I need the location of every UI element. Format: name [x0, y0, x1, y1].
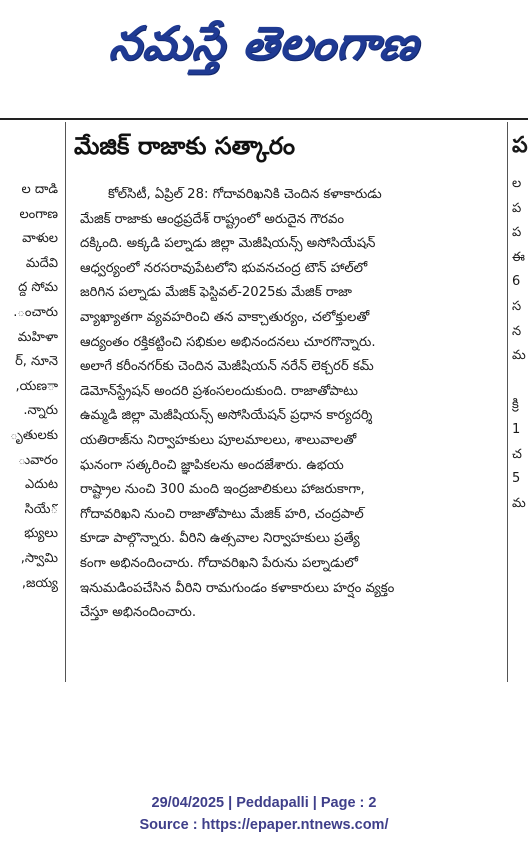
left-column-line: మదేవి — [25, 255, 58, 271]
adjacent-headline-fragment: ప — [512, 133, 528, 158]
right-column-line: న — [512, 323, 522, 339]
right-column-line: ప — [512, 225, 522, 241]
article-line: ఆధ్వర్యంలో నరసరావుపేటలోని భువనచంద్ర టౌన్ హాల్‌లో — [80, 260, 368, 276]
article-line: కోల్‌సిటీ, ఏప్రిల్ 28: గోదావరిఖనికి చెందిన కళాకారుడు — [108, 187, 382, 202]
article-line: యతిరాజ్‌ను నిర్వాహకులు పూలమాలలు, శాలువాలతో — [80, 432, 357, 448]
right-column-line: ఈ — [512, 249, 525, 265]
page-footer — [0, 792, 528, 836]
right-column-line: 5 — [512, 471, 521, 487]
footer-source: Source : https://epaper.ntnews.com/ — [139, 817, 389, 833]
right-column-line — [512, 369, 528, 394]
top-rule — [0, 118, 528, 120]
article-line: కంగా అభినందించారు. గోదావరిఖని పేరును పల్నాడులో — [80, 555, 358, 571]
adjacent-article-left — [0, 178, 58, 596]
article-line: ఇనుమడింపచేసిన వీరిని రామగుండం కళాకారులు హర్షం వ్యక్తం — [80, 580, 395, 596]
adjacent-article-right — [512, 120, 528, 516]
newspaper-title: నమస్తే తెలంగాణ — [107, 16, 423, 70]
left-column-line: భ్యులు — [24, 526, 58, 542]
article-line: మేజిక్ రాజాకు ఆంధ్రప్రదేశ్ రాష్ట్రంలో అరుదైన గౌరవం — [80, 211, 345, 227]
masthead — [0, 0, 528, 98]
left-column-line: ృతులకు — [10, 427, 58, 443]
left-column-line: ాయణ, — [15, 378, 58, 394]
right-column-divider — [507, 122, 508, 682]
right-column-line: ప — [512, 200, 522, 216]
left-column-line: వాళుల — [22, 231, 58, 247]
right-column-line: 1 — [512, 421, 521, 437]
left-column-line: ర్, నూనె — [15, 354, 58, 370]
article-line: దక్కింది. అక్కడి పల్నాడు జిల్లా మెజీషియన్స్ అసోసియేషన్ — [80, 236, 376, 252]
right-column-line: ల — [512, 176, 522, 191]
right-column-line: చ — [512, 446, 522, 462]
left-column-line: మహిళా — [17, 329, 58, 345]
footer-date-page: 29/04/2025 | Peddapalli | Page : 2 — [151, 795, 377, 811]
article-headline: మేజిక్ రాజాకు సత్కారం — [74, 132, 296, 160]
left-column-line: జయ్య, — [21, 575, 58, 591]
article-line: ఉమ్మడి జిల్లా మెజీషియన్స్ అసోసియేషన్ ప్రధాన కార్యదర్శి — [80, 408, 373, 424]
left-column-line: ద్ద సోమ — [18, 280, 58, 296]
article-line: ఘనంగా సత్కరించి జ్ఞాపికలను అందజేశారు. ఉభయ — [80, 457, 344, 473]
left-column-divider — [65, 122, 66, 682]
article-line: కూడా పాల్గొన్నారు. వీరిని ఉత్సవాల నిర్వాహకులు ప్రత్యే — [80, 531, 360, 547]
article-line: ఆద్యంతం రక్తికట్టించి సభికుల అభినందనలు చూరగొన్నారు. — [80, 334, 376, 350]
left-column-line: ువారం — [18, 452, 58, 468]
left-column-line: న్నారు. — [23, 403, 58, 419]
right-column-line: మ — [512, 495, 526, 511]
article-line: డెమోన్‌స్ట్రేషన్ అందరి ప్రశంసలందుకుంది. రాజాతోపాటు — [80, 383, 358, 399]
article-body — [80, 183, 500, 626]
article-line: గోదావరిఖని నుంచి రాజాతోపాటు మేజిక్ హరి, చంద్రపాల్ — [80, 506, 364, 522]
right-column-line: క్రి — [512, 397, 519, 413]
right-column-line: స — [512, 298, 522, 314]
article-line: అలాగే కరీంనగర్‌కు చెందిన మెజీషియన్ నరేన్ లెక్చరర్ కమ్ — [80, 359, 374, 375]
right-column-line: 6 — [512, 274, 521, 290]
left-column-line: లంగాణ — [19, 206, 58, 222]
left-column-line: ల దాడి — [21, 182, 58, 197]
article-line: వ్యాఖ్యాతగా వ్యవహరించి తన వాక్చాతుర్యం, చలోక్తులతో — [80, 309, 370, 325]
right-column-line: మ — [512, 348, 526, 364]
left-column-line: ఎదుట — [25, 477, 58, 493]
article-line: రాష్ట్రాల నుంచి 300 మంది ఇంద్రజాలికులు హాజరుకాగా, — [80, 482, 365, 498]
left-column-line: ోసియే — [24, 501, 58, 517]
left-column-line: స్వామి, — [20, 550, 58, 566]
article-line: జరిగిన పల్నాడు మేజిక్ ఫెస్టివల్-2025కు మేజిక్ రాజా — [80, 285, 352, 301]
article-line: చేస్తూ అభినందించారు. — [80, 605, 197, 621]
left-column-line: ంచారు. — [13, 304, 58, 320]
